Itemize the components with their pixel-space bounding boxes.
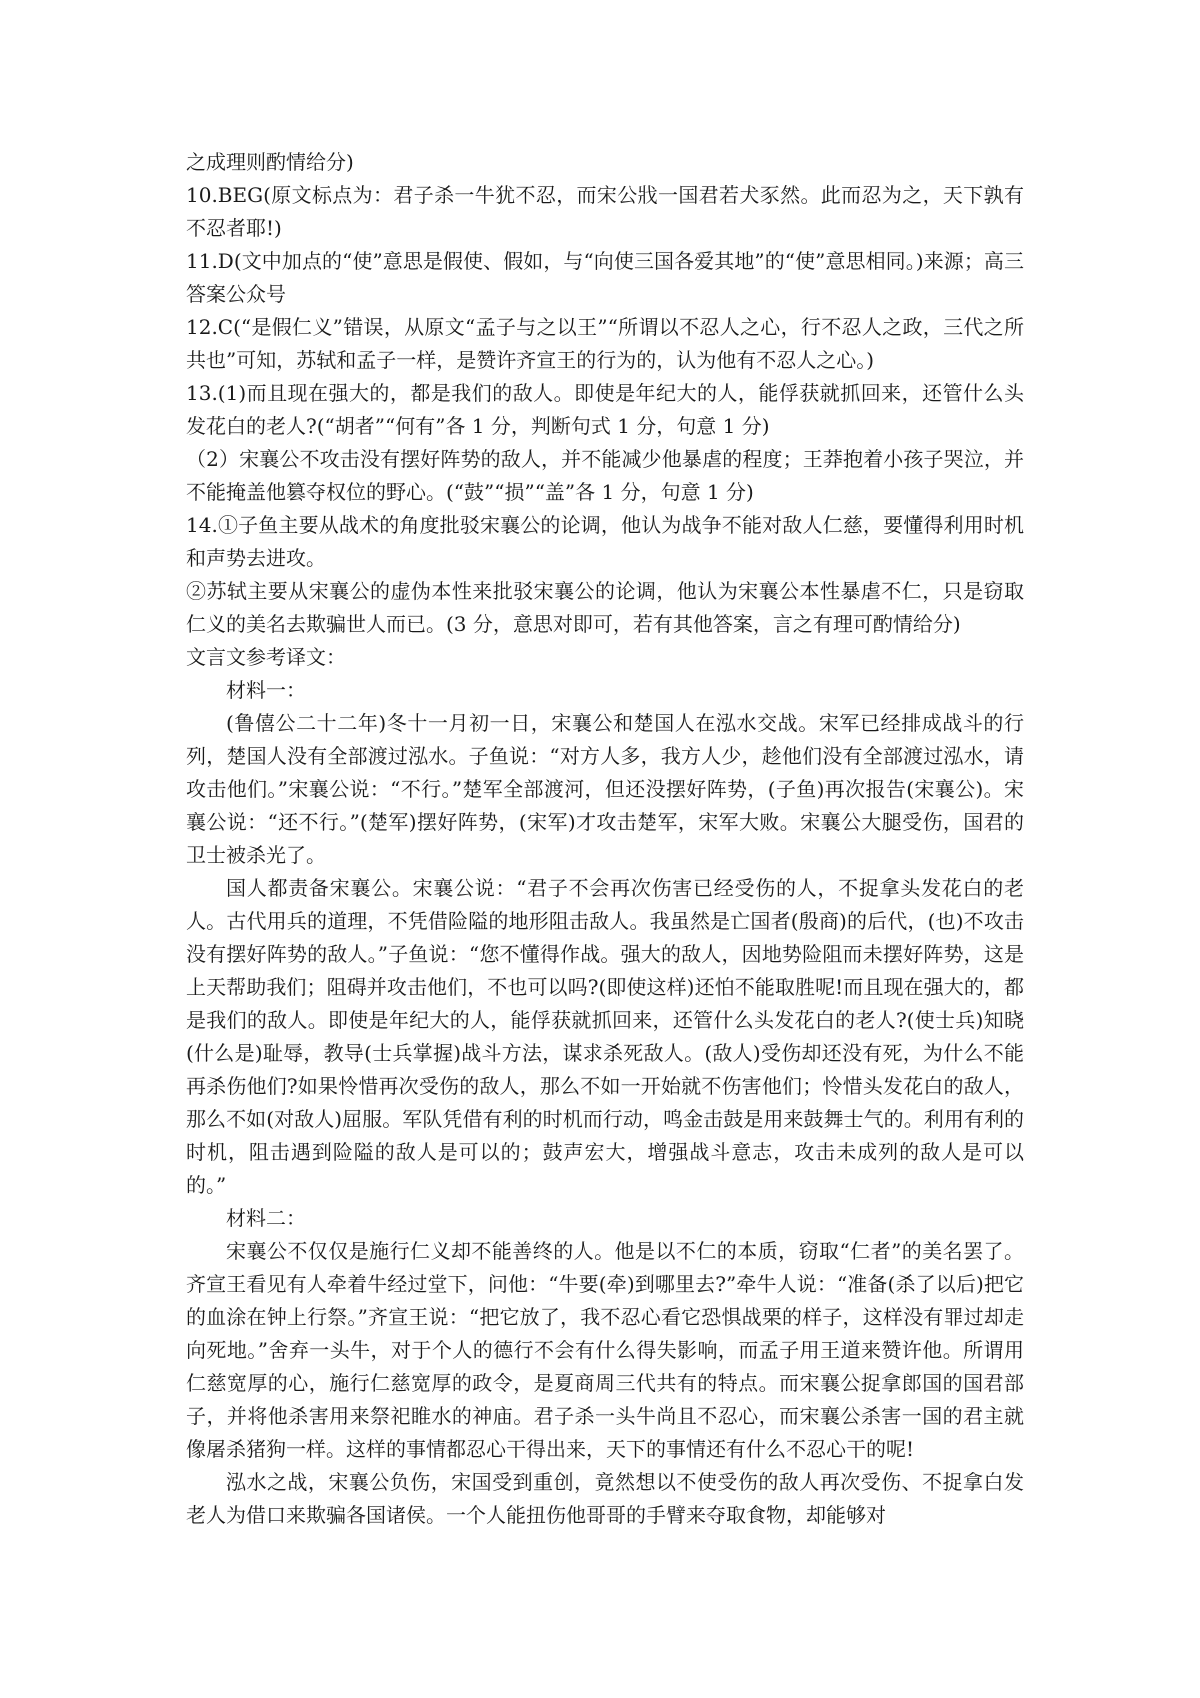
answer-continuation: 之成理则酌情给分) — [186, 150, 354, 174]
material-2-paragraph: 泓水之战，宋襄公负伤，宋国受到重创，竟然想以不使受伤的敌人再次受伤、不捉拿白发老人为借口来欺骗各国诸侯。一个人能扭伤他哥哥的手臂来夺取食物，却能够对 — [186, 1470, 1024, 1527]
answer-11: 11.D(文中加点的“使”意思是假使、假如，与“向使三国各爱其地”的“使”意思相同。)来源；高三答案公众号 — [186, 249, 1024, 306]
material-2-heading: 材料二： — [226, 1206, 306, 1230]
translation-title: 文言文参考译文： — [186, 645, 346, 669]
answer-10: 10.BEG(原文标点为：君子杀一牛犹不忍，而宋公戕一国君若犬豕然。此而忍为之，天下孰有不忍者耶!) — [186, 183, 1024, 240]
answer-12: 12.C(“是假仁义”错误，从原文“孟子与之以王”“所谓以不忍人之心，行不忍人之政，三代之所共也”可知，苏轼和孟子一样，是赞许齐宣王的行为的，认为他有不忍人之心。) — [186, 315, 1024, 372]
answer-13-1: 13.(1)而且现在强大的，都是我们的敌人。即使是年纪大的人，能俘获就抓回来，还管什么头发花白的老人?(“胡者”“何有”各 1 分，判断句式 1 分，句意 1 分) — [186, 381, 1024, 438]
answer-14-1: 14.①子鱼主要从战术的角度批驳宋襄公的论调，他认为战争不能对敌人仁慈，要懂得利用时机和声势去进攻。 — [186, 513, 1024, 570]
answer-14-2: ②苏轼主要从宋襄公的虚伪本性来批驳宋襄公的论调，他认为宋襄公本性暴虐不仁，只是窃取仁义的美名去欺骗世人而已。(3 分，意思对即可，若有其他答案，言之有理可酌情给分) — [186, 579, 1024, 636]
material-1-paragraph: (鲁僖公二十二年)冬十一月初一日，宋襄公和楚国人在泓水交战。宋军已经排成战斗的行列，楚国人没有全部渡过泓水。子鱼说：“对方人多，我方人少，趁他们没有全部渡过泓水，请攻击他们。”宋襄公说：“不行。”楚军全部渡河，但还没摆好阵势，(子鱼)再次报告(宋襄公)。宋襄公说：“还不行。”(楚军)摆好阵势，(宋军)才攻击楚军，宋军大败。宋襄公大腿受伤，国君的卫士被杀光了。 — [186, 711, 1024, 867]
material-1-paragraph: 国人都责备宋襄公。宋襄公说：“君子不会再次伤害已经受伤的人，不捉拿头发花白的老人。古代用兵的道理，不凭借险隘的地形阻击敌人。我虽然是亡国者(殷商)的后代，(也)不攻击没有摆好阵势的敌人。”子鱼说：“您不懂得作战。强大的敌人，因地势险阻而未摆好阵势，这是上天帮助我们；阻碍并攻击他们，不也可以吗?(即使这样)还怕不能取胜呢!而且现在强大的，都是我们的敌人。即使是年纪大的人，能俘获就抓回来，还管什么头发花白的老人?(使士兵)知晓(什么是)耻辱，教导(士兵掌握)战斗方法，谋求杀死敌人。(敌人)受伤却还没有死，为什么不能再杀伤他们?如果怜惜再次受伤的敌人，那么不如一开始就不伤害他们；怜惜头发花白的敌人，那么不如(对敌人)屈服。军队凭借有利的时机而行动，鸣金击鼓是用来鼓舞士气的。利用有利的时机，阻击遇到险隘的敌人是可以的；鼓声宏大，增强战斗意志，攻击未成列的敌人是可以的。” — [186, 876, 1024, 1197]
document-page — [186, 146, 1024, 1532]
answer-13-2: （2）宋襄公不攻击没有摆好阵势的敌人，并不能减少他暴虐的程度；王莽抱着小孩子哭泣，并不能掩盖他篡夺权位的野心。(“鼓”“损”“盖”各 1 分，句意 1 分) — [186, 447, 1024, 504]
material-2-paragraph: 宋襄公不仅仅是施行仁义却不能善终的人。他是以不仁的本质，窃取“仁者”的美名罢了。齐宣王看见有人牵着牛经过堂下，问他：“牛要(牵)到哪里去?”牵牛人说：“准备(杀了以后)把它的血涂在钟上行祭。”齐宣王说：“把它放了，我不忍心看它恐惧战栗的样子，这样没有罪过却走向死地。”舍弃一头牛，对于个人的德行不会有什么得失影响，而孟子用王道来赞许他。所谓用仁慈宽厚的心，施行仁慈宽厚的政令，是夏商周三代共有的特点。而宋襄公捉拿郎国的国君部子，并将他杀害用来祭祀睢水的神庙。君子杀一头牛尚且不忍心，而宋襄公杀害一国的君主就像屠杀猪狗一样。这样的事情都忍心干得出来，天下的事情还有什么不忍心干的呢! — [186, 1239, 1024, 1461]
material-1-heading: 材料一： — [226, 678, 306, 702]
